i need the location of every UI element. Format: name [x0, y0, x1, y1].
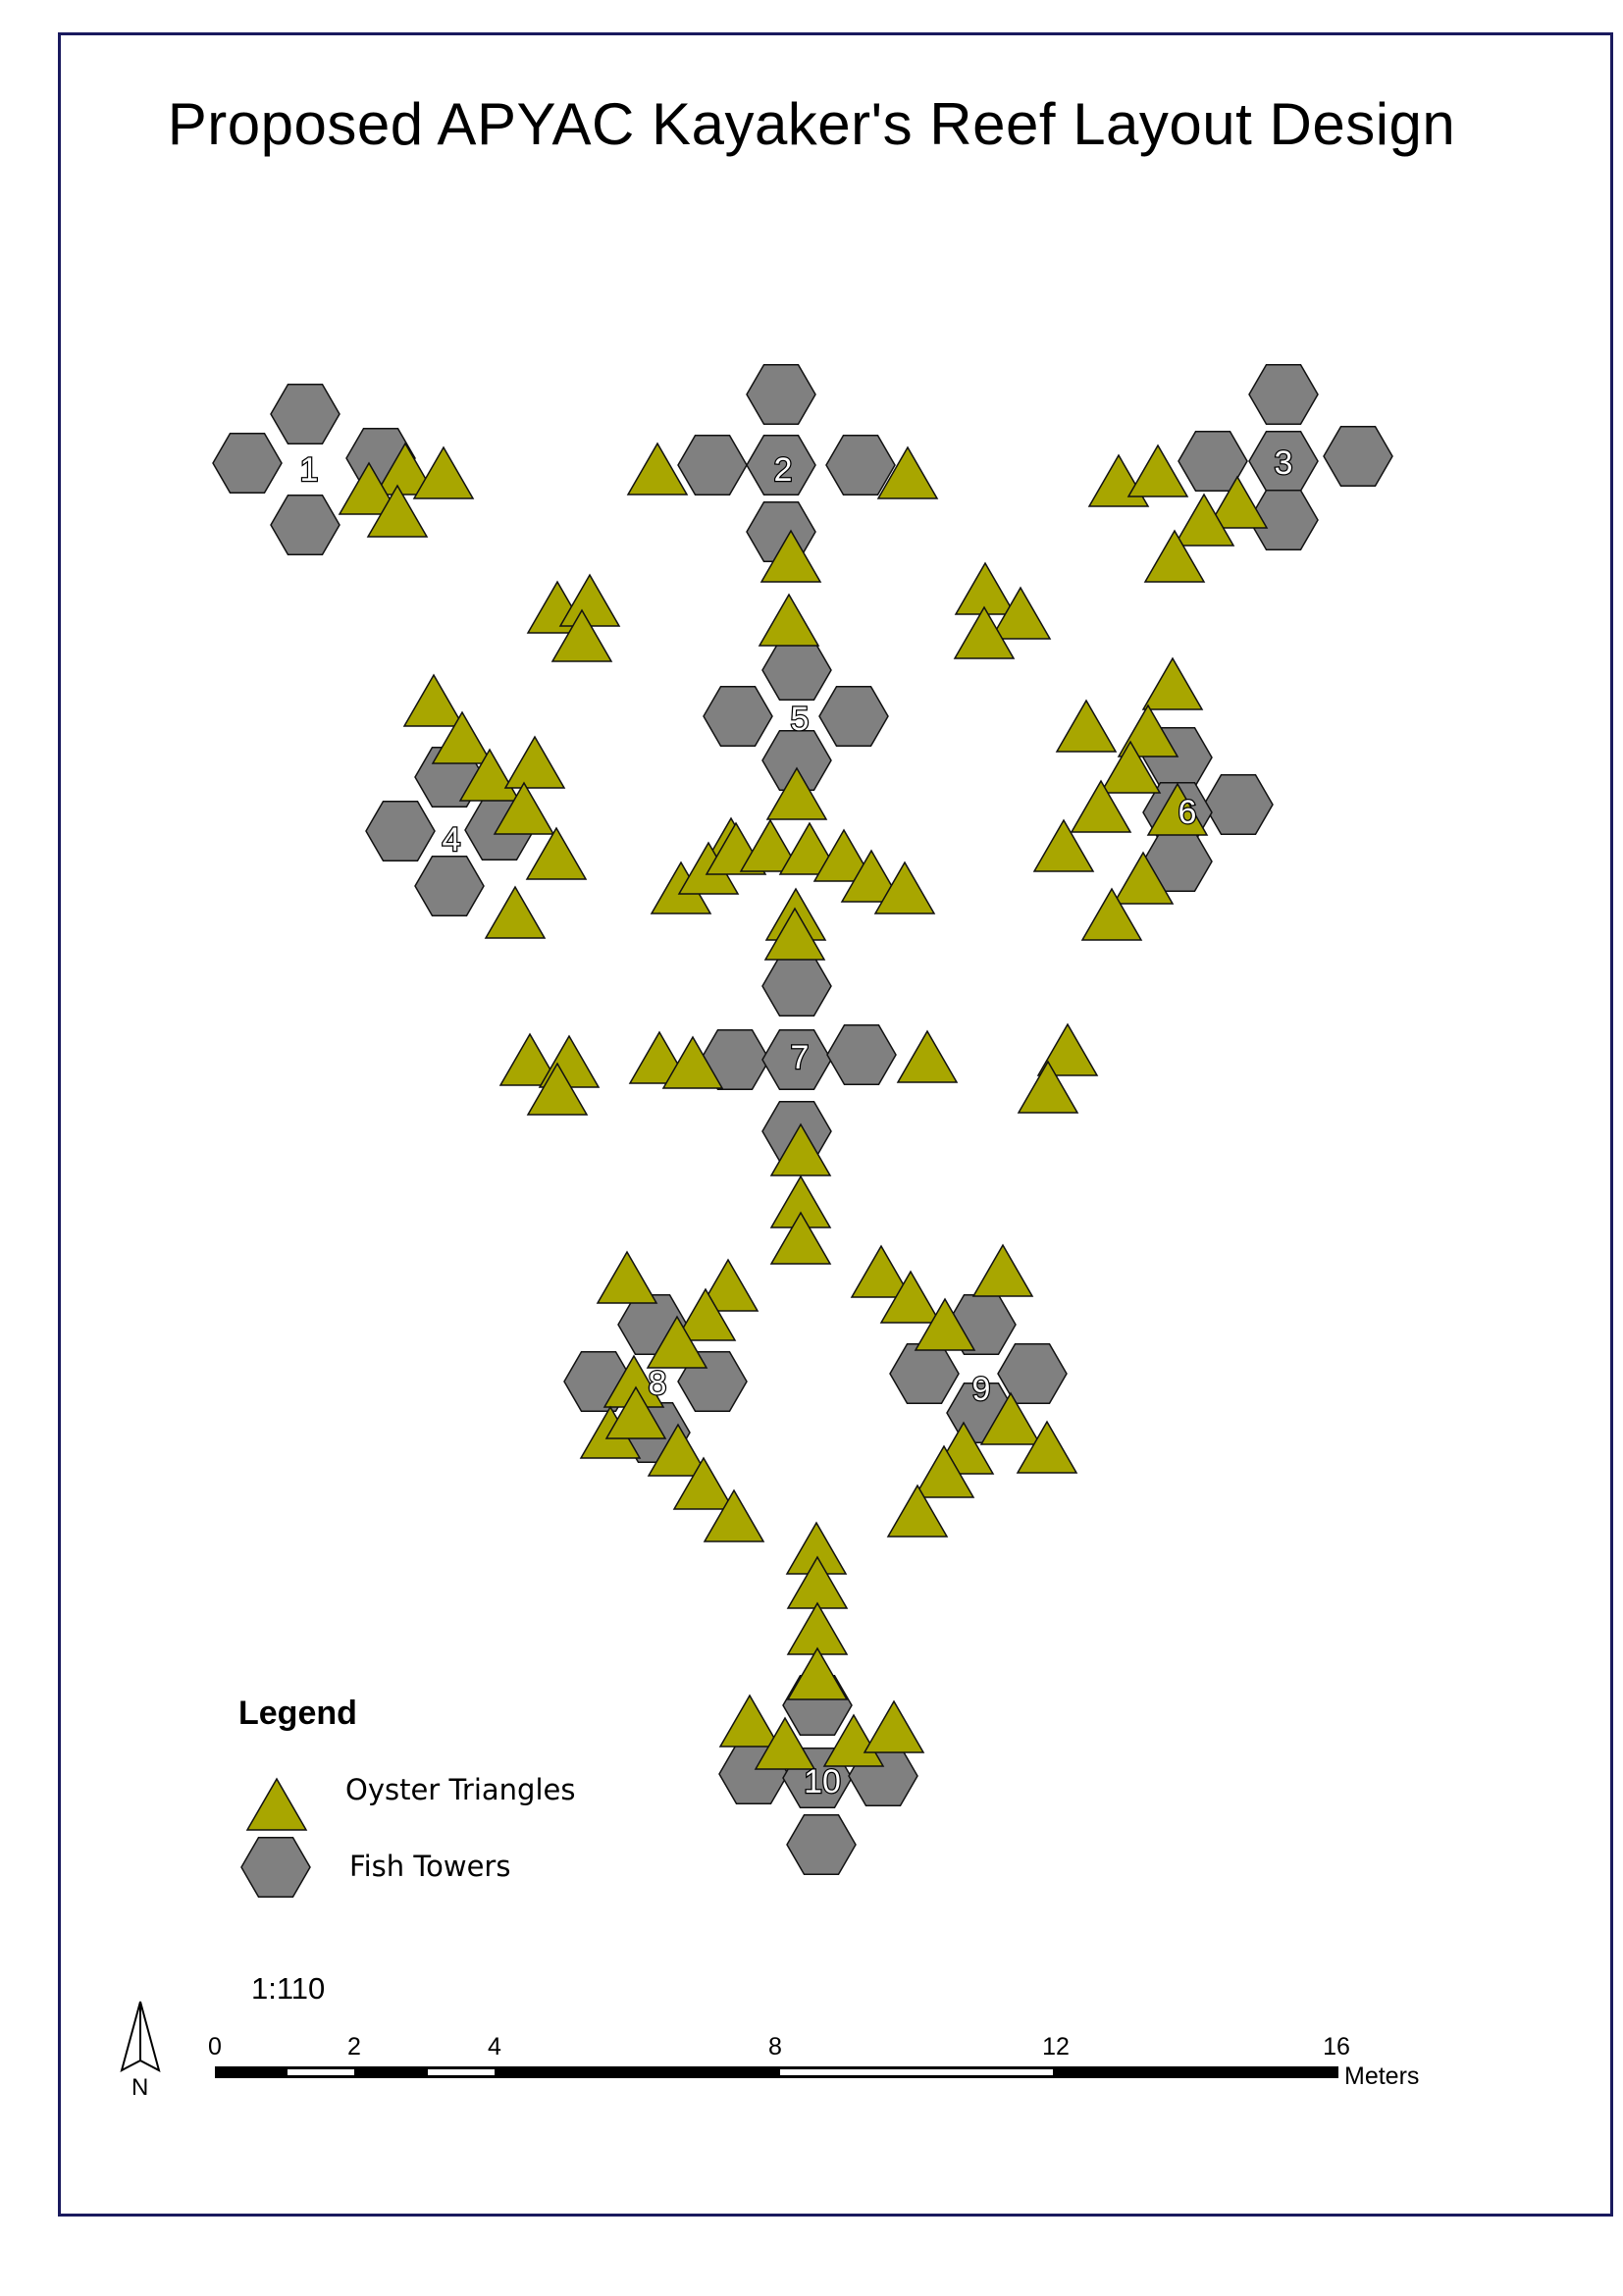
legend-triangle-icon: [247, 1779, 306, 1830]
scale-tick-0: 0: [208, 2033, 222, 2061]
fish-tower-hexagon: [213, 434, 282, 494]
oyster-triangle: [898, 1031, 957, 1082]
scale-tick-12: 12: [1042, 2033, 1070, 2061]
reef-label-3: 3: [1274, 444, 1293, 482]
fish-tower-hexagon: [762, 641, 831, 701]
fish-tower-hexagon: [762, 957, 831, 1017]
oyster-triangle: [720, 1696, 779, 1747]
reef-label-6: 6: [1178, 793, 1197, 831]
oyster-triangle: [973, 1245, 1032, 1296]
fish-tower-hexagon: [366, 802, 435, 861]
scale-tick-8: 8: [768, 2033, 782, 2061]
fish-tower-hexagon: [271, 385, 340, 444]
oyster-triangle: [956, 563, 1015, 614]
fish-tower-hexagon: [747, 365, 815, 425]
north-arrow-icon: [122, 2002, 159, 2101]
fish-tower-hexagon: [819, 687, 888, 747]
scale-bar-white-seg-3: [780, 2069, 1053, 2075]
fish-tower-hexagon: [1324, 427, 1392, 487]
fish-tower-hexagon: [1249, 365, 1318, 425]
oyster-triangle: [560, 575, 619, 626]
reef-label-10: 10: [804, 1762, 841, 1800]
scale-unit: Meters: [1344, 2062, 1420, 2090]
oyster-triangle: [527, 828, 586, 879]
oyster-triangle: [864, 1701, 923, 1752]
legend-label-fish-towers: Fish Towers: [349, 1850, 511, 1883]
oyster-triangle: [1143, 658, 1202, 709]
scale-bar-white-seg-2: [428, 2069, 495, 2075]
oyster-triangle: [1057, 701, 1116, 752]
fish-tower-hexagon: [890, 1344, 959, 1404]
north-label: N: [131, 2074, 149, 2101]
scale-tick-4: 4: [488, 2033, 501, 2061]
oyster-triangle: [598, 1252, 656, 1303]
oyster-triangle: [788, 1603, 847, 1654]
scale-ratio: 1:110: [251, 1971, 326, 2006]
fish-tower-hexagon: [826, 436, 895, 496]
fish-tower-hexagon: [998, 1344, 1067, 1404]
oyster-triangle: [404, 675, 463, 726]
legend: [238, 1695, 575, 1897]
reef-label-9: 9: [971, 1370, 991, 1408]
fish-tower-hexagon: [787, 1815, 856, 1875]
fish-tower-hexagon: [1204, 775, 1273, 835]
scale-tick-2: 2: [347, 2033, 361, 2061]
fish-tower-hexagon: [827, 1025, 896, 1085]
scale-bar-white-seg-1: [288, 2069, 354, 2075]
map-title: Proposed APYAC Kayaker's Reef Layout Design: [167, 91, 1456, 157]
reef-label-4: 4: [442, 820, 461, 859]
reef-label-2: 2: [773, 450, 793, 489]
reef-label-8: 8: [648, 1364, 667, 1402]
legend-label-oyster-triangles: Oyster Triangles: [345, 1773, 576, 1806]
fish-tower-hexagon: [678, 436, 747, 496]
oyster-triangle: [788, 1648, 847, 1699]
fish-tower-hexagon: [415, 857, 484, 916]
scale-tick-16: 16: [1323, 2033, 1350, 2061]
reef-label-7: 7: [790, 1038, 810, 1076]
oyster-triangle: [486, 887, 545, 938]
reef-label-5: 5: [790, 700, 810, 738]
scale-bar: [208, 2033, 1419, 2090]
oyster-triangle: [628, 444, 687, 495]
fish-tower-hexagon: [704, 687, 772, 747]
fish-tower-hexagon: [271, 496, 340, 555]
oyster-triangle: [1128, 445, 1187, 496]
oyster-triangle: [759, 595, 818, 646]
legend-hexagon-icon: [241, 1838, 310, 1898]
oyster-triangle: [505, 737, 564, 788]
legend-title: Legend: [238, 1695, 357, 1732]
reef-label-1: 1: [299, 450, 319, 489]
